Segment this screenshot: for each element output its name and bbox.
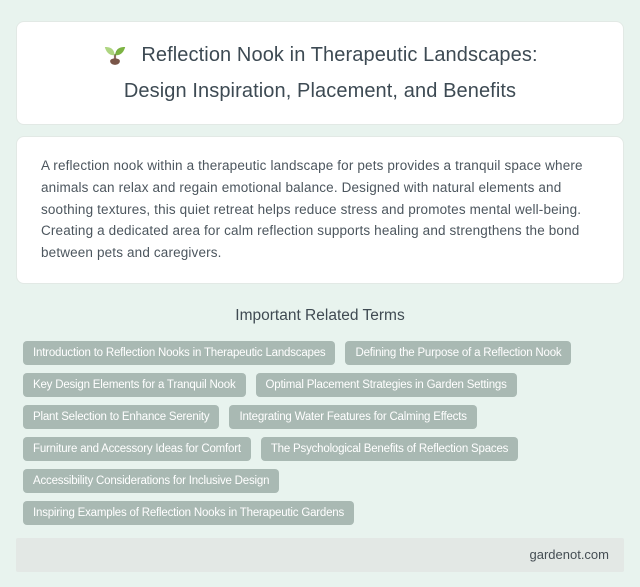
site-name: gardenot.com	[529, 547, 609, 563]
title-line-1-wrap	[37, 40, 603, 76]
related-term-tag[interactable]: Introduction to Reflection Nooks in Therapeutic Landscapes	[23, 341, 335, 365]
related-term-tag[interactable]: Furniture and Accessory Ideas for Comfort	[23, 437, 251, 461]
seedling-icon	[102, 41, 128, 76]
related-terms-list	[16, 341, 624, 525]
summary-card	[16, 136, 624, 284]
title-line-2: Design Inspiration, Placement, and Benefits	[123, 80, 517, 102]
header-card	[16, 21, 624, 125]
related-term-tag[interactable]: Key Design Elements for a Tranquil Nook	[23, 373, 246, 397]
related-term-tag[interactable]: Inspiring Examples of Reflection Nooks in Therapeutic Gardens	[23, 501, 354, 525]
related-term-tag[interactable]: Defining the Purpose of a Reflection Nook	[345, 341, 571, 365]
page-title	[37, 40, 603, 106]
related-term-tag[interactable]: Accessibility Considerations for Inclusive Design	[23, 469, 279, 493]
related-term-tag[interactable]: Plant Selection to Enhance Serenity	[23, 405, 219, 429]
summary-text: A reflection nook within a therapeutic landscape for pets provides a tranquil space where animals can relax and regain emotional balance. Designed with natural elements and soothing textures, this quiet retreat helps reduce stress and promotes mental well-being. Creating a dedicated area for calm reflection supports healing and strengthens the bond between pets and caregivers.	[41, 158, 583, 261]
related-terms-heading: Important Related Terms	[235, 306, 405, 324]
footer-bar	[16, 538, 624, 572]
related-term-tag[interactable]: The Psychological Benefits of Reflection Spaces	[261, 437, 518, 461]
title-line-1: Reflection Nook in Therapeutic Landscapes:	[141, 44, 538, 66]
related-term-tag[interactable]: Optimal Placement Strategies in Garden Settings	[256, 373, 517, 397]
related-term-tag[interactable]: Integrating Water Features for Calming Effects	[229, 405, 476, 429]
